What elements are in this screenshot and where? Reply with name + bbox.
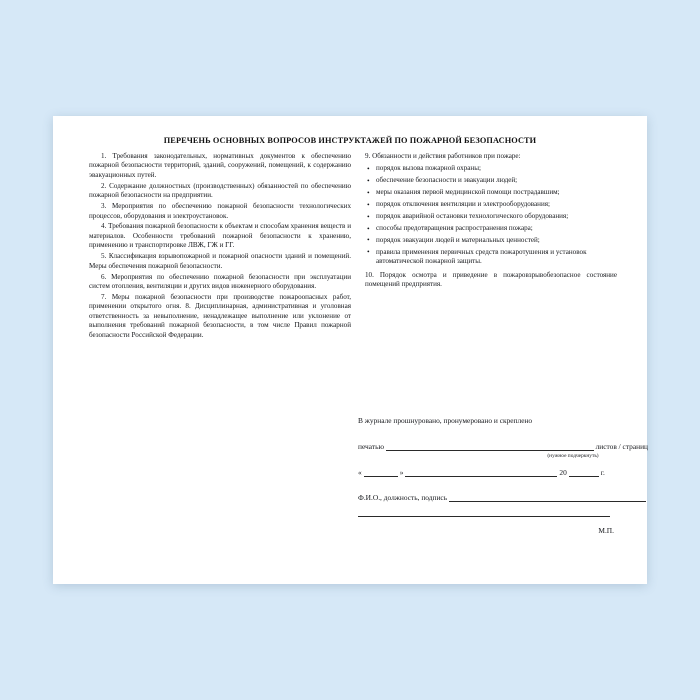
paragraph-1: 1. Требования законодательных, нормативных документов к обеспечению пожарной безопасности территорий, зданий, сооружений, помещений, к содержанию эвакуационных путей. (89, 152, 351, 179)
seal-fill-line (386, 442, 594, 451)
document-content (53, 116, 647, 584)
list-item: • порядок эвакуации людей и материальных ценностей; (365, 236, 617, 245)
date-row (358, 468, 648, 477)
paragraph-3: 3. Мероприятия по обеспечению пожарной безопасности технологических процессов, оборудования и электроустановок. (89, 202, 351, 220)
fio-row (358, 493, 648, 502)
list-item: • способы предотвращения распространения пожара; (365, 224, 617, 233)
date-year-suffix: г. (600, 468, 605, 477)
right-column (365, 152, 617, 342)
paragraph-2: 2. Содержание должностных (производственных) обязанностей по обеспечению пожарной безопасности на предприятии. (89, 181, 351, 200)
section-9-heading: 9. Обязанности и действия работников при пожаре: (365, 152, 521, 160)
date-quote-close: » (399, 468, 404, 477)
section-10-paragraph: 10. Порядок осмотра и приведение в пожаровзрывобезопасное состояние помещений предприятия. (365, 270, 617, 289)
stamp-place-label: М.П. (598, 526, 614, 535)
date-month-line (405, 468, 557, 477)
left-column (89, 152, 351, 342)
list-item: • меры оказания первой медицинской помощи пострадавшим; (365, 188, 617, 197)
list-item: • порядок отключения вентиляции и электрооборудования; (365, 200, 617, 209)
seal-label: печатью (358, 442, 384, 451)
fio-fill-line (449, 493, 646, 502)
footer-statement: В журнале прошнуровано, пронумеровано и скреплено (358, 416, 533, 425)
section-9-list (365, 164, 617, 266)
signature-line (358, 515, 610, 517)
underline-hint: (нужное подчеркнуть) (547, 453, 599, 459)
paragraph-4: 4. Требования пожарной безопасности к объектам и способам хранения веществ и материалов. Особенности требований пожарной безопасности к хранению, применению и транспортировке ЛВЖ, ГЖ и ГГ. (89, 222, 351, 250)
paragraph-6: 6. Мероприятия по обеспечению пожарной безопасности при эксплуатации систем отопления, вентиляции и других видов инженерного оборудования. (89, 272, 351, 290)
date-day-line (364, 468, 398, 477)
fio-label: Ф.И.О., должность, подпись (358, 493, 448, 502)
two-column-body (89, 152, 617, 342)
seal-row (358, 442, 648, 451)
list-item: • обеспечение безопасности и эвакуации людей; (365, 176, 617, 185)
list-item: • порядок вызова пожарной охраны; (365, 164, 617, 173)
page-title: ПЕРЕЧЕНЬ ОСНОВНЫХ ВОПРОСОВ ИНСТРУКТАЖЕЙ ПО ПОЖАРНОЙ БЕЗОПАСНОСТИ (163, 136, 537, 145)
sheets-label: листов / страниц (595, 442, 648, 451)
document-sheet (53, 116, 647, 584)
certification-footer (358, 416, 648, 535)
list-item: • порядок аварийной остановки технологического оборудования; (365, 212, 617, 221)
date-year-prefix: 20 (559, 468, 567, 477)
list-item: • правила применения первичных средств пожаротушения и установок автоматической пожарной защиты. (365, 248, 617, 267)
paragraph-7-8: 7. Меры пожарной безопасности при производстве пожароопасных работ, применении открытого огня. 8. Дисциплинарная, административная и уголовная ответственность за невыполнение, ненадлежащее выполнение или уклонение от выполнения требований пожарной безопасности, в том числе Правил пожарной безопасности Российской Федерации. (89, 292, 351, 339)
paragraph-5: 5. Классификация взрывопожарной и пожарной опасности зданий и помещений. Меры обеспечения пожарной безопасности. (89, 252, 351, 270)
date-year-line (569, 468, 599, 477)
date-quote-open: « (358, 468, 362, 477)
